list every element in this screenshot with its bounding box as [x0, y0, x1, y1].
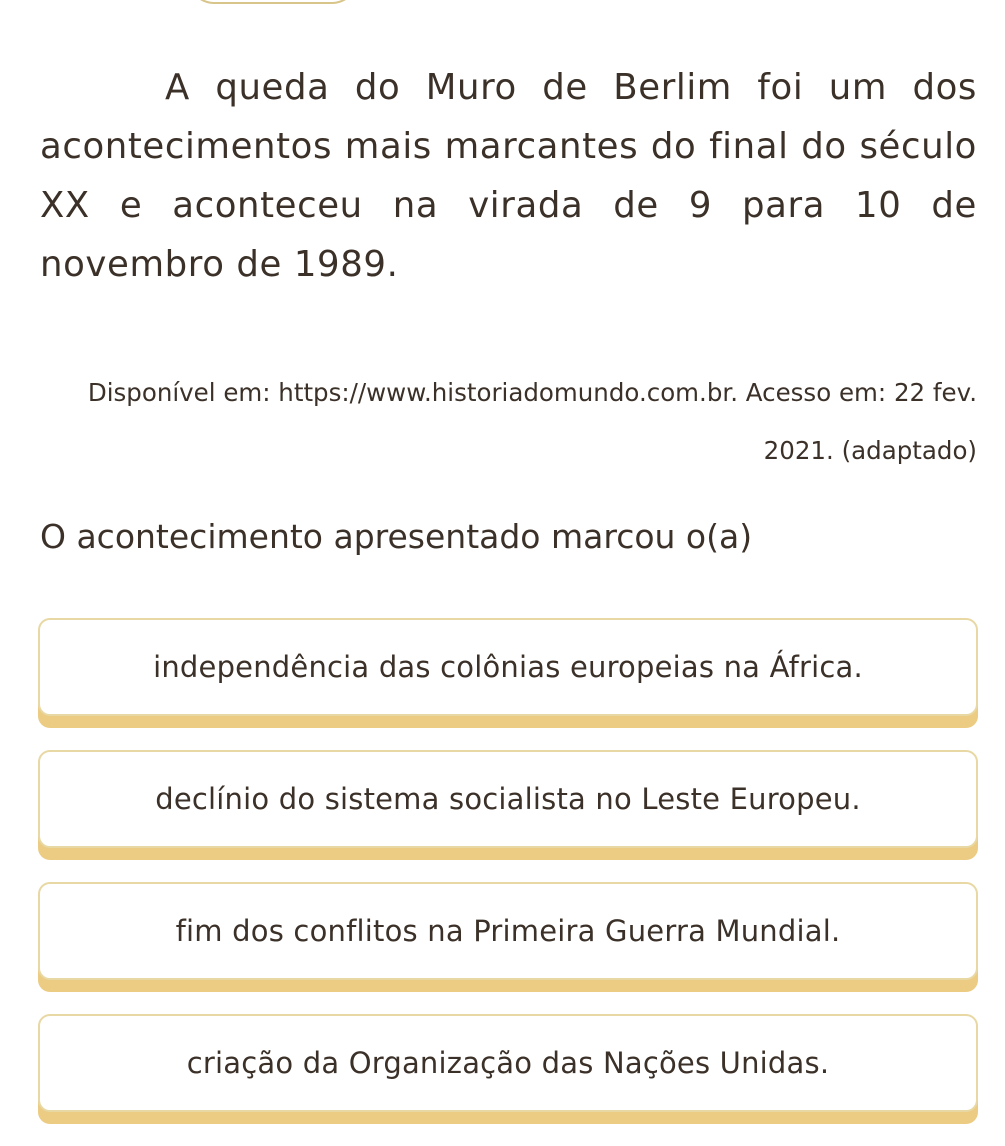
answer-option-label: declínio do sistema socialista no Leste Europeu. — [155, 782, 861, 816]
answer-option-label: fim dos conflitos na Primeira Guerra Mundial. — [175, 914, 841, 948]
passage-text: A queda do Muro de Berlim foi um dos acontecimentos mais marcantes do final do século XX e aconteceu na virada de 9 para 10 de novembro de 1989. — [40, 67, 977, 285]
answer-option-label: independência das colônias europeias na África. — [153, 650, 863, 684]
answer-option-1[interactable] — [38, 618, 978, 728]
answer-option-card[interactable] — [38, 1014, 978, 1112]
answer-options — [38, 618, 978, 1146]
top-tab-decoration — [188, 0, 358, 4]
answer-option-3[interactable] — [38, 882, 978, 992]
answer-option-card[interactable] — [38, 750, 978, 848]
question-prompt: O acontecimento apresentado marcou o(a) — [40, 517, 753, 556]
answer-option-card[interactable] — [38, 618, 978, 716]
answer-option-card[interactable] — [38, 882, 978, 980]
answer-option-2[interactable] — [38, 750, 978, 860]
answer-option-label: criação da Organização das Nações Unidas. — [186, 1046, 830, 1080]
source-citation: Disponível em: https://www.historiadomundo.com.br. Acesso em: 22 fev. 2021. (adaptado) — [87, 378, 977, 465]
answer-option-4[interactable] — [38, 1014, 978, 1124]
